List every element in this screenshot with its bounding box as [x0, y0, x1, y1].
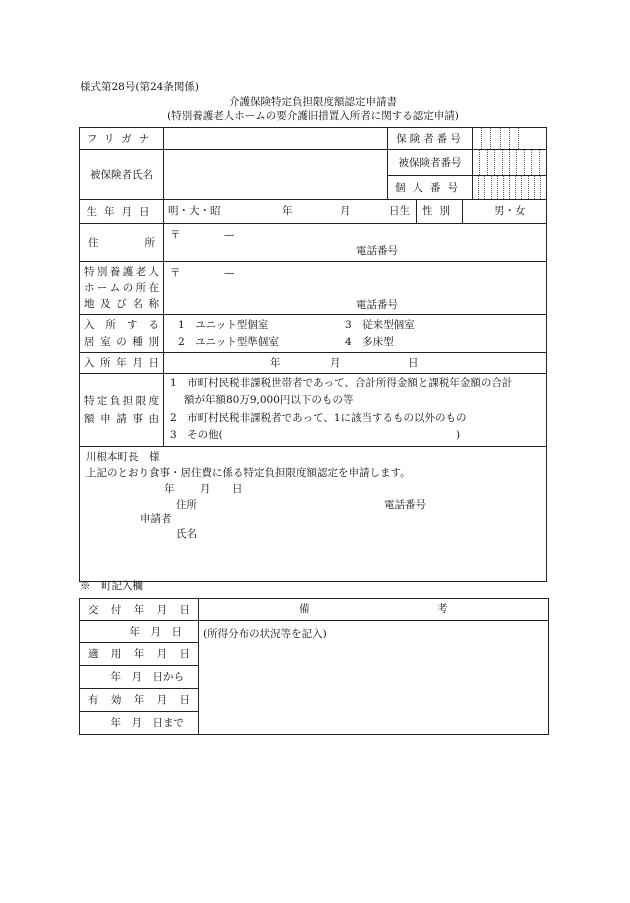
room-type-label [80, 315, 164, 353]
notes-field[interactable] [199, 621, 549, 735]
valid-date-label: 有効年月日 [80, 689, 199, 712]
address-phone-label: 電話番号 [356, 245, 398, 257]
gender-label: 性別 [422, 205, 457, 217]
office-section-heading: ※ 町記入欄 [80, 580, 143, 592]
home-label-line3: 地及び名称 [84, 298, 159, 310]
reason-option-1a[interactable]: 1 市町村民税非課税世帯者であって、合計所得金額と課税年金額の合計 [170, 377, 513, 389]
room-option-2[interactable]: 2 ユニット型準個室 [178, 336, 279, 348]
application-date-day: 日 [232, 483, 243, 495]
room-type-field[interactable] [164, 315, 547, 353]
furigana-field[interactable] [164, 128, 388, 150]
reason-label-line2: 額申請事由 [84, 413, 159, 425]
applicant-phone-label: 電話番号 [384, 499, 426, 511]
application-statement-box [80, 447, 547, 582]
home-location-field[interactable] [164, 262, 547, 315]
address-postal-dash: — [224, 229, 235, 241]
personal-number-field[interactable] [473, 176, 547, 200]
admission-month: 月 [330, 357, 341, 369]
reason-option-2[interactable]: 2 市町村民税非課税者であって、1に該当するもの以外のもの [170, 412, 467, 424]
application-table [79, 127, 547, 582]
address-postal-mark: 〒 [170, 229, 181, 241]
reason-option-3[interactable]: 3 その他( [170, 429, 223, 441]
issue-date-value[interactable]: 年 月 日 [80, 621, 199, 643]
form-title: 介護保険特定負担限度額認定申請書 [229, 96, 397, 108]
birth-year: 年 [282, 205, 293, 217]
issue-date-label: 交付年月日 [80, 599, 199, 621]
home-postal-mark: 〒 [170, 267, 181, 279]
room-label-line1: 入所する [84, 318, 159, 331]
application-date-month: 月 [200, 483, 211, 495]
admission-date-label: 入所年月日 [80, 353, 164, 374]
personal-number-label: 個人番号 [388, 176, 473, 200]
admission-year: 年 [270, 357, 281, 369]
insured-name-label: 被保険者氏名 [80, 150, 164, 200]
room-label-line2: 居室の種別 [84, 335, 159, 348]
insurer-number-label: 保険者番号 [388, 128, 473, 150]
applicable-date-label: 適用年月日 [80, 643, 199, 666]
birth-date-label: 生年月日 [80, 200, 164, 224]
reason-field[interactable] [164, 374, 547, 447]
birth-month: 月 [340, 205, 351, 217]
form-subtitle: (特別養護老人ホームの要介護旧措置入所者に関する認定申請) [167, 110, 459, 122]
admission-date-field[interactable] [164, 353, 547, 374]
home-location-label [80, 262, 164, 315]
reason-label [80, 374, 164, 447]
admission-day: 日 [408, 357, 419, 369]
birth-era: 明・大・昭 [168, 205, 221, 217]
home-label-line1: 特別養護老人 [84, 266, 159, 278]
reason-option-1b: 額が年額80万9,000円以下のもの等 [184, 394, 354, 406]
applicant-address-label: 住所 [176, 499, 197, 511]
insured-number-label: 被保険者番号 [388, 150, 473, 176]
form-number: 様式第28号(第24条関係) [80, 81, 199, 93]
home-label-line2: ホームの所在 [84, 282, 159, 294]
room-option-3[interactable]: 3 従来型個室 [345, 319, 415, 331]
furigana-label: フリガナ [80, 128, 164, 150]
notes-label-b: 考 [437, 603, 448, 615]
notes-label-a: 備 [299, 603, 310, 615]
address-label: 住所 [80, 224, 164, 262]
office-table [79, 598, 549, 735]
application-date-year: 年 [164, 483, 175, 495]
address-field[interactable] [164, 224, 547, 262]
birth-day: 日生 [389, 205, 410, 217]
insured-name-field[interactable] [164, 150, 388, 200]
applicant-name-label: 氏名 [176, 528, 197, 540]
addressee: 川根本町長 様 [86, 451, 160, 463]
reason-label-line1: 特定負担限度 [84, 395, 159, 407]
gender-options[interactable]: 男・女 [494, 205, 526, 217]
reason-option-3-close: ) [456, 429, 461, 441]
valid-date-value[interactable]: 年 月 日まで [80, 712, 199, 735]
application-statement: 上記のとおり食事・居住費に係る特定負担限度額認定を申請します。 [86, 467, 411, 479]
notes-header [199, 599, 549, 621]
insured-number-field[interactable] [473, 150, 547, 176]
applicant-label: 申請者 [140, 513, 172, 525]
insurer-number-field[interactable] [473, 128, 547, 150]
birth-date-field[interactable] [164, 200, 547, 224]
applicable-date-value[interactable]: 年 月 日から [80, 666, 199, 689]
home-phone-label: 電話番号 [356, 299, 398, 311]
home-postal-dash: — [224, 267, 235, 279]
room-option-1[interactable]: 1 ユニット型個室 [178, 319, 269, 331]
room-option-4[interactable]: 4 多床型 [345, 336, 394, 348]
notes-instruction: (所得分布の状況等を記入) [203, 628, 327, 640]
